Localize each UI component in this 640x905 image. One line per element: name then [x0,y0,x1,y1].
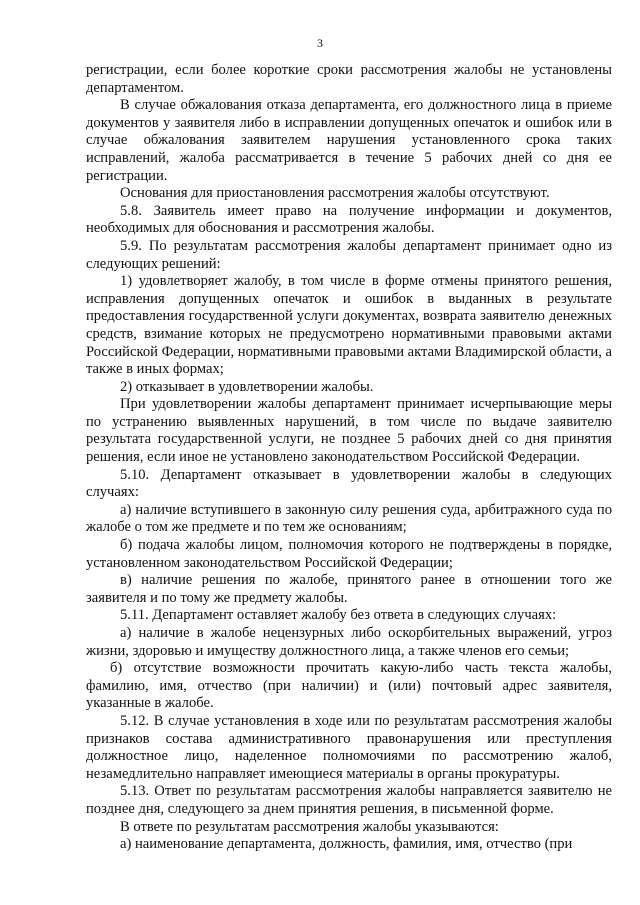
paragraph: 1) удовлетворяет жалобу, в том числе в форме отмены принятого решения, исправления допущенных опечаток и ошибок в выданных в результате предоставления государственной услуги документах, возврата заявителю денежных средств, взимание которых не предусмотрено нормативными правовыми актами Российской Федерации, нормативными правовыми актами Владимирской области, а также в иных формах; [86,273,612,378]
paragraph: 5.12. В случае установления в ходе или по результатам рассмотрения жалобы признаков состава административного правонарушения или преступления должностное лицо, наделенное полномочиями по рассмотрению жалоб, незамедлительно направляет имеющиеся материалы в органы прокуратуры. [86,712,612,782]
paragraph: В случае обжалования отказа департамента, его должностного лица в приеме документов у заявителя либо в исправлении допущенных опечаток и ошибок или в случае обжалования заявителем нарушения установленного срока таких исправлений, жалоба рассматривается в течение 5 рабочих дней со дня ее регистрации. [86,97,612,184]
page-number: 3 [317,36,323,50]
paragraph: а) наименование департамента, должность, фамилия, имя, отчество (при [120,836,573,853]
paragraph: В ответе по результатам рассмотрения жалобы указываются: [120,818,499,835]
paragraph: При удовлетворении жалобы департамент принимает исчерпывающие меры по устранению выявленных нарушений, в том числе по выдаче заявителю результата государственной услуги, не позднее 5 рабочих дней со дня принятия решения, если иное не установлено законодательством Российской Федерации. [86,396,612,466]
paragraph: б) подача жалобы лицом, полномочия которого не подтверждены в порядке, установленном законодательством Российской Федерации; [86,537,612,571]
paragraph: регистрации, если более короткие сроки рассмотрения жалобы не установлены департаментом. [86,62,612,96]
paragraph: 5.9. По результатам рассмотрения жалобы департамент принимает одно из следующих решений: [86,237,612,272]
paragraph: б) отсутствие возможности прочитать какую-либо часть текста жалобы, фамилию, имя, отчество (при наличии) и (или) почтовый адрес заявителя, указанные в жалобе. [86,660,612,712]
paragraph: а) наличие вступившего в законную силу решения суда, арбитражного суда по жалобе о том же предмете и по тем же основаниям; [86,501,612,536]
paragraph: 5.8. Заявитель имеет право на получение информации и документов, необходимых для обоснования и рассмотрения жалобы. [86,202,612,237]
paragraph: 5.11. Департамент оставляет жалобу без ответа в следующих случаях: [120,607,557,624]
paragraph: в) наличие решения по жалобе, принятого ранее в отношении того же заявителя и по тому же предмету жалобы. [86,572,612,606]
paragraph: а) наличие в жалобе нецензурных либо оскорбительных выражений, угроз жизни, здоровью и имуществу должностного лица, а также членов его семьи; [86,625,612,659]
paragraph: 5.13. Ответ по результатам рассмотрения жалобы направляется заявителю не позднее дня, следующего за днем принятия решения, в письменной форме. [86,783,612,817]
paragraph: 5.10. Департамент отказывает в удовлетворении жалобы в следующих случаях: [86,466,612,501]
document-body [86,62,612,854]
paragraph: Основания для приостановления рассмотрения жалобы отсутствуют. [120,185,550,202]
paragraph: 2) отказывает в удовлетворении жалобы. [120,378,374,395]
